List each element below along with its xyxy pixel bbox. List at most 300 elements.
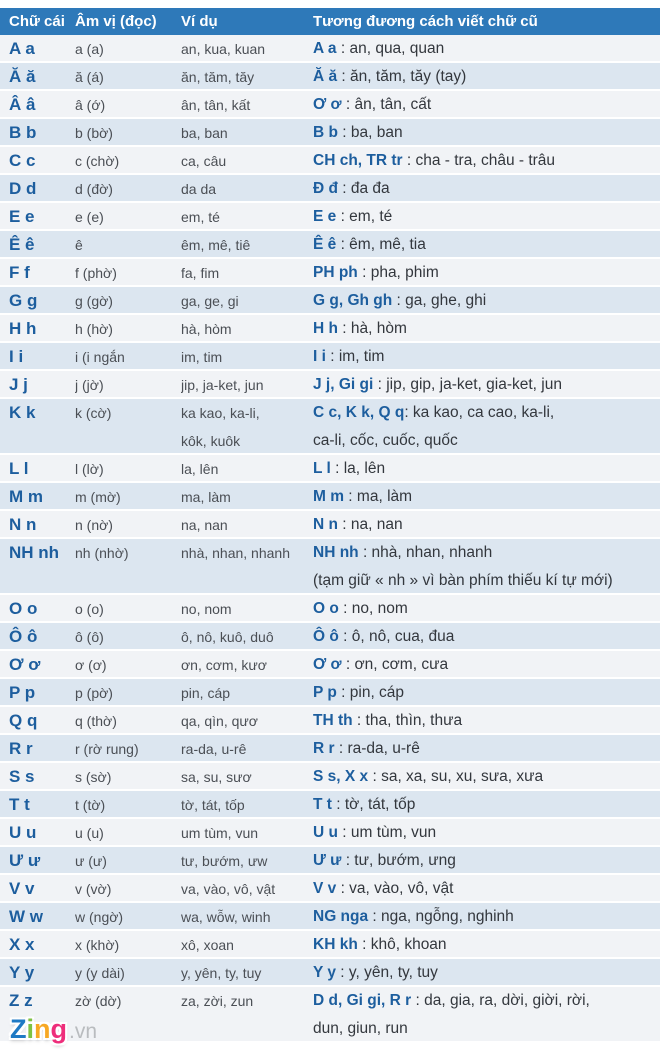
phoneme-cell — [75, 483, 181, 509]
old-writing-text: : tờ, tát, tốp — [331, 796, 416, 813]
example-line: ăn, tăm, tăy — [181, 69, 255, 85]
old-writing-line — [313, 791, 660, 817]
example-line: ô, nô, kuô, duô — [181, 629, 274, 645]
phoneme-text: ê — [75, 237, 83, 253]
zing-logo-letter: i — [26, 1014, 35, 1044]
phoneme-text: v (vờ) — [75, 881, 112, 897]
phoneme-text: x (khờ) — [75, 937, 120, 953]
old-writing-prefix: V v — [313, 880, 337, 897]
zing-logo-letter: n — [34, 1014, 51, 1044]
old-writing-cell — [313, 175, 660, 201]
table-row — [0, 903, 660, 931]
old-writing-cell — [313, 651, 660, 677]
table-row — [0, 399, 660, 455]
phoneme-text: c (chờ) — [75, 153, 120, 169]
phoneme-cell — [75, 119, 181, 145]
table-row — [0, 63, 660, 91]
table-row — [0, 875, 660, 903]
phoneme-text: r (rờ rung) — [75, 741, 139, 757]
phoneme-cell — [75, 259, 181, 285]
example-line: tờ, tát, tốp — [181, 797, 245, 813]
old-writing-prefix: O o — [313, 600, 339, 617]
table-row — [0, 679, 660, 707]
table-row — [0, 763, 660, 791]
old-writing-cell — [313, 371, 660, 397]
example-cell — [181, 539, 313, 593]
phoneme-cell — [75, 203, 181, 229]
example-cell — [181, 343, 313, 369]
example-line: qa, qìn, qươ — [181, 713, 258, 729]
example-line: kôk, kuôk — [181, 433, 241, 449]
table-row — [0, 371, 660, 399]
old-writing-prefix: Đ đ — [313, 180, 338, 197]
phoneme-text: nh (nhờ) — [75, 545, 129, 561]
phoneme-cell — [75, 707, 181, 733]
table-row — [0, 735, 660, 763]
example-line: sa, su, sươ — [181, 769, 252, 785]
table-row — [0, 315, 660, 343]
old-writing-text: dun, giun, run — [313, 1020, 408, 1037]
old-writing-text: : y, yên, ty, tuy — [336, 964, 438, 981]
old-writing-text: : nga, ngỗng, nghinh — [368, 908, 514, 925]
table-row — [0, 931, 660, 959]
table-row — [0, 343, 660, 371]
phoneme-cell — [75, 231, 181, 257]
example-line: pin, cáp — [181, 685, 231, 701]
phoneme-cell — [75, 959, 181, 985]
old-writing-line — [313, 287, 660, 313]
old-writing-line — [313, 231, 660, 257]
phoneme-text: â (ớ) — [75, 97, 106, 113]
letter-cell — [9, 231, 75, 257]
old-writing-cell — [313, 763, 660, 789]
old-writing-prefix: R r — [313, 740, 335, 757]
zing-logo — [10, 1012, 97, 1049]
old-writing-text: : đa đa — [337, 180, 390, 197]
old-writing-prefix: E e — [313, 208, 337, 225]
example-cell — [181, 175, 313, 201]
old-writing-cell — [313, 315, 660, 341]
old-writing-line — [313, 567, 660, 593]
old-writing-text: : pha, phim — [357, 264, 439, 281]
phoneme-text: j (jờ) — [75, 377, 104, 393]
old-writing-line — [313, 147, 660, 173]
old-writing-line — [313, 903, 660, 929]
letter-cell — [9, 791, 75, 817]
example-line: no, nom — [181, 601, 232, 617]
example-cell — [181, 399, 313, 453]
table-row — [0, 119, 660, 147]
example-cell — [181, 287, 313, 313]
example-cell — [181, 931, 313, 957]
letter-text: F f — [9, 263, 30, 282]
old-writing-text: : va, vào, vô, vật — [336, 880, 454, 897]
table-header — [0, 8, 660, 35]
old-writing-line — [313, 679, 660, 705]
example-cell — [181, 231, 313, 257]
letter-cell — [9, 259, 75, 285]
example-line: jip, ja-ket, jun — [181, 377, 264, 393]
old-writing-cell — [313, 91, 660, 117]
example-cell — [181, 959, 313, 985]
letter-text: Q q — [9, 711, 38, 730]
old-writing-prefix: KH kh — [313, 936, 358, 953]
example-line: ân, tân, kất — [181, 97, 251, 113]
phoneme-cell — [75, 875, 181, 901]
letter-cell — [9, 63, 75, 89]
table-row — [0, 91, 660, 119]
example-line: wa, wỗw, winh — [181, 909, 271, 925]
old-writing-line — [313, 315, 660, 341]
table-row — [0, 987, 660, 1043]
letter-text: Z z — [9, 991, 33, 1010]
old-writing-cell — [313, 63, 660, 89]
old-writing-text: : jip, gip, ja-ket, gia-ket, jun — [373, 376, 562, 393]
phoneme-cell — [75, 623, 181, 649]
phoneme-cell — [75, 791, 181, 817]
old-writing-line — [313, 175, 660, 201]
letter-text: A a — [9, 39, 35, 58]
phoneme-cell — [75, 931, 181, 957]
table-row — [0, 203, 660, 231]
table-body — [0, 35, 660, 1043]
phoneme-text: k (cờ) — [75, 405, 112, 421]
old-writing-line — [313, 875, 660, 901]
old-writing-cell — [313, 259, 660, 285]
old-writing-prefix: TH th — [313, 712, 353, 729]
old-writing-prefix: NG nga — [313, 908, 369, 925]
table-row — [0, 651, 660, 679]
table-row — [0, 595, 660, 623]
old-writing-prefix: Ê ê — [313, 236, 337, 253]
example-line: ba, ban — [181, 125, 228, 141]
example-cell — [181, 371, 313, 397]
old-writing-line — [313, 735, 660, 761]
letter-text: U u — [9, 823, 37, 842]
phoneme-cell — [75, 371, 181, 397]
old-writing-prefix: Ơ ơ — [313, 96, 342, 113]
phoneme-cell — [75, 147, 181, 173]
letter-cell — [9, 119, 75, 145]
old-writing-prefix: Ư ư — [313, 852, 342, 869]
old-writing-text: : ân, tân, cất — [341, 96, 432, 113]
old-writing-prefix: P p — [313, 684, 337, 701]
example-line: tư, bướm, ưw — [181, 853, 268, 869]
example-line: la, lên — [181, 461, 219, 477]
table-row — [0, 791, 660, 819]
old-writing-prefix: L l — [313, 460, 331, 477]
header-cell-example: Ví dụ — [181, 13, 218, 30]
table-row — [0, 259, 660, 287]
phoneme-text: e (e) — [75, 209, 104, 225]
phoneme-text: f (phờ) — [75, 265, 117, 281]
letter-text: S s — [9, 767, 35, 786]
example-cell — [181, 315, 313, 341]
example-cell — [181, 735, 313, 761]
phoneme-text: b (bờ) — [75, 125, 113, 141]
phoneme-text: ơ (ơ) — [75, 657, 107, 673]
old-writing-cell — [313, 679, 660, 705]
example-line: hà, hòm — [181, 321, 232, 337]
old-writing-cell — [313, 203, 660, 229]
old-writing-text: (tạm giữ « nh » vì bàn phím thiếu kí tự mới) — [313, 572, 613, 589]
letter-text: M m — [9, 487, 43, 506]
table-row — [0, 147, 660, 175]
table-row — [0, 175, 660, 203]
phoneme-cell — [75, 287, 181, 313]
letter-text: J j — [9, 375, 28, 394]
example-cell — [181, 203, 313, 229]
old-writing-text: : um tùm, vun — [337, 824, 437, 841]
old-writing-prefix: Ơ ơ — [313, 656, 342, 673]
letter-text: H h — [9, 319, 37, 338]
letter-cell — [9, 679, 75, 705]
example-line: za, zời, zun — [181, 993, 254, 1009]
old-writing-cell — [313, 511, 660, 537]
letter-cell — [9, 931, 75, 957]
old-writing-prefix: B b — [313, 124, 338, 141]
old-writing-prefix: G g, Gh gh — [313, 292, 393, 309]
example-line: xô, xoan — [181, 937, 234, 953]
old-writing-cell — [313, 987, 660, 1041]
letter-cell — [9, 147, 75, 173]
letter-text: D d — [9, 179, 37, 198]
letter-cell — [9, 175, 75, 201]
letter-cell — [9, 399, 75, 453]
old-writing-text: : la, lên — [330, 460, 386, 477]
example-line: nhà, nhan, nhanh — [181, 545, 290, 561]
letter-text: X x — [9, 935, 35, 954]
example-cell — [181, 35, 313, 61]
old-writing-prefix: Ă ă — [313, 68, 338, 85]
phoneme-cell — [75, 511, 181, 537]
old-writing-cell — [313, 623, 660, 649]
old-writing-text: : ba, ban — [337, 124, 403, 141]
phoneme-text: zờ (dờ) — [75, 993, 122, 1009]
letter-cell — [9, 539, 75, 593]
old-writing-text: : na, nan — [337, 516, 403, 533]
old-writing-prefix: A a — [313, 40, 337, 57]
old-writing-prefix: I i — [313, 348, 326, 365]
table-row — [0, 35, 660, 63]
phoneme-cell — [75, 651, 181, 677]
phoneme-cell — [75, 819, 181, 845]
old-writing-text: : êm, mê, tia — [336, 236, 426, 253]
old-writing-prefix: U u — [313, 824, 338, 841]
phoneme-text: q (thờ) — [75, 713, 117, 729]
table-row — [0, 847, 660, 875]
example-cell — [181, 847, 313, 873]
old-writing-text: : khô, khoan — [357, 936, 447, 953]
phoneme-text: u (u) — [75, 825, 104, 841]
phoneme-cell — [75, 63, 181, 89]
old-writing-text: : ma, làm — [344, 488, 413, 505]
old-writing-line — [313, 623, 660, 649]
table-row — [0, 707, 660, 735]
letter-cell — [9, 203, 75, 229]
letter-cell — [9, 763, 75, 789]
example-cell — [181, 595, 313, 621]
old-writing-line — [313, 931, 660, 957]
phoneme-cell — [75, 847, 181, 873]
letter-cell — [9, 91, 75, 117]
letter-text: Ơ ơ — [9, 655, 41, 674]
letter-text: W w — [9, 907, 43, 926]
letter-text: Â â — [9, 95, 36, 114]
example-cell — [181, 679, 313, 705]
table-row — [0, 483, 660, 511]
old-writing-line — [313, 987, 660, 1015]
old-writing-line — [313, 371, 660, 397]
old-writing-cell — [313, 35, 660, 61]
letter-cell — [9, 595, 75, 621]
example-cell — [181, 875, 313, 901]
letter-cell — [9, 511, 75, 537]
old-writing-line — [313, 707, 660, 733]
phoneme-cell — [75, 679, 181, 705]
example-cell — [181, 511, 313, 537]
example-line: ka kao, ka-li, — [181, 405, 260, 421]
example-line: ơn, cơm, kươ — [181, 657, 267, 673]
example-cell — [181, 147, 313, 173]
old-writing-line — [313, 203, 660, 229]
old-writing-cell — [313, 119, 660, 145]
old-writing-line — [313, 511, 660, 537]
letter-cell — [9, 875, 75, 901]
old-writing-cell — [313, 931, 660, 957]
old-writing-cell — [313, 735, 660, 761]
example-cell — [181, 791, 313, 817]
old-writing-line — [313, 595, 660, 621]
old-writing-text: : ơn, cơm, cưa — [341, 656, 449, 673]
letter-text: B b — [9, 123, 37, 142]
old-writing-text: : an, qua, quan — [336, 40, 445, 57]
old-writing-line — [313, 343, 660, 369]
phoneme-text: s (sờ) — [75, 769, 112, 785]
phoneme-text: d (đờ) — [75, 181, 113, 197]
example-cell — [181, 455, 313, 481]
letter-text: NH nh — [9, 543, 60, 562]
old-writing-line — [313, 483, 660, 509]
table-row — [0, 231, 660, 259]
letter-text: E e — [9, 207, 35, 226]
table-row — [0, 287, 660, 315]
example-line: im, tim — [181, 349, 223, 365]
letter-cell — [9, 287, 75, 313]
old-writing-prefix: NH nh — [313, 544, 359, 561]
table-row — [0, 455, 660, 483]
example-line: fa, fim — [181, 265, 220, 281]
phoneme-text: h (hờ) — [75, 321, 113, 337]
old-writing-line — [313, 539, 660, 567]
old-writing-prefix: H h — [313, 320, 338, 337]
letter-cell — [9, 735, 75, 761]
old-writing-prefix: Ô ô — [313, 628, 339, 645]
example-line: ca, câu — [181, 153, 227, 169]
old-writing-prefix: M m — [313, 488, 344, 505]
letter-text: G g — [9, 291, 38, 310]
phoneme-text: o (o) — [75, 601, 104, 617]
phoneme-text: n (nờ) — [75, 517, 113, 533]
phoneme-text: m (mờ) — [75, 489, 121, 505]
old-writing-line — [313, 427, 660, 453]
letter-cell — [9, 903, 75, 929]
old-writing-line — [313, 455, 660, 481]
header-cell-phoneme: Âm vị (đọc) — [75, 13, 157, 30]
letter-cell — [9, 455, 75, 481]
old-writing-text: : im, tim — [325, 348, 385, 365]
table-row — [0, 539, 660, 595]
old-writing-line — [313, 119, 660, 145]
letter-cell — [9, 819, 75, 845]
phoneme-cell — [75, 595, 181, 621]
old-writing-prefix: S s, X x — [313, 768, 369, 785]
phoneme-cell — [75, 315, 181, 341]
letter-text: Ê ê — [9, 235, 35, 254]
old-writing-cell — [313, 791, 660, 817]
example-line: na, nan — [181, 517, 228, 533]
letter-text: P p — [9, 683, 36, 702]
old-writing-text: : ga, ghe, ghi — [392, 292, 487, 309]
old-writing-text: ca-li, cốc, cuốc, quốc — [313, 432, 458, 449]
old-writing-text: : ka kao, ca cao, ka-li, — [404, 404, 555, 421]
old-writing-prefix: J j, Gi gi — [313, 376, 374, 393]
example-cell — [181, 259, 313, 285]
phoneme-cell — [75, 399, 181, 453]
table-row — [0, 623, 660, 651]
old-writing-text: : pin, cáp — [336, 684, 405, 701]
old-writing-cell — [313, 231, 660, 257]
old-writing-text: : tha, thìn, thưa — [352, 712, 463, 729]
letter-text: K k — [9, 403, 36, 422]
phoneme-text: g (gờ) — [75, 293, 113, 309]
old-writing-line — [313, 763, 660, 789]
old-writing-cell — [313, 707, 660, 733]
old-writing-cell — [313, 399, 660, 453]
phoneme-cell — [75, 735, 181, 761]
letter-cell — [9, 315, 75, 341]
old-writing-text: : em, té — [336, 208, 393, 225]
old-writing-cell — [313, 483, 660, 509]
letter-cell — [9, 959, 75, 985]
old-writing-cell — [313, 147, 660, 173]
zing-logo-letter: g — [50, 1014, 68, 1044]
letter-cell — [9, 35, 75, 61]
letter-text: Ă ă — [9, 67, 36, 86]
example-cell — [181, 903, 313, 929]
letter-cell — [9, 847, 75, 873]
letter-text: L l — [9, 459, 29, 478]
letter-cell — [9, 623, 75, 649]
phoneme-cell — [75, 35, 181, 61]
phoneme-text: a (a) — [75, 41, 104, 57]
letter-cell — [9, 707, 75, 733]
phoneme-cell — [75, 455, 181, 481]
letter-cell — [9, 651, 75, 677]
old-writing-text: : ăn, tăm, tăy (tay) — [337, 68, 467, 85]
old-writing-text: : ô, nô, cua, đua — [338, 628, 455, 645]
phoneme-text: t (tờ) — [75, 797, 106, 813]
phoneme-cell — [75, 91, 181, 117]
example-line: da da — [181, 181, 217, 197]
phoneme-cell — [75, 903, 181, 929]
phoneme-text: y (y dài) — [75, 965, 125, 981]
example-cell — [181, 119, 313, 145]
old-writing-text: : no, nom — [338, 600, 408, 617]
old-writing-line — [313, 259, 660, 285]
example-line: y, yên, ty, tuy — [181, 965, 262, 981]
old-writing-cell — [313, 959, 660, 985]
